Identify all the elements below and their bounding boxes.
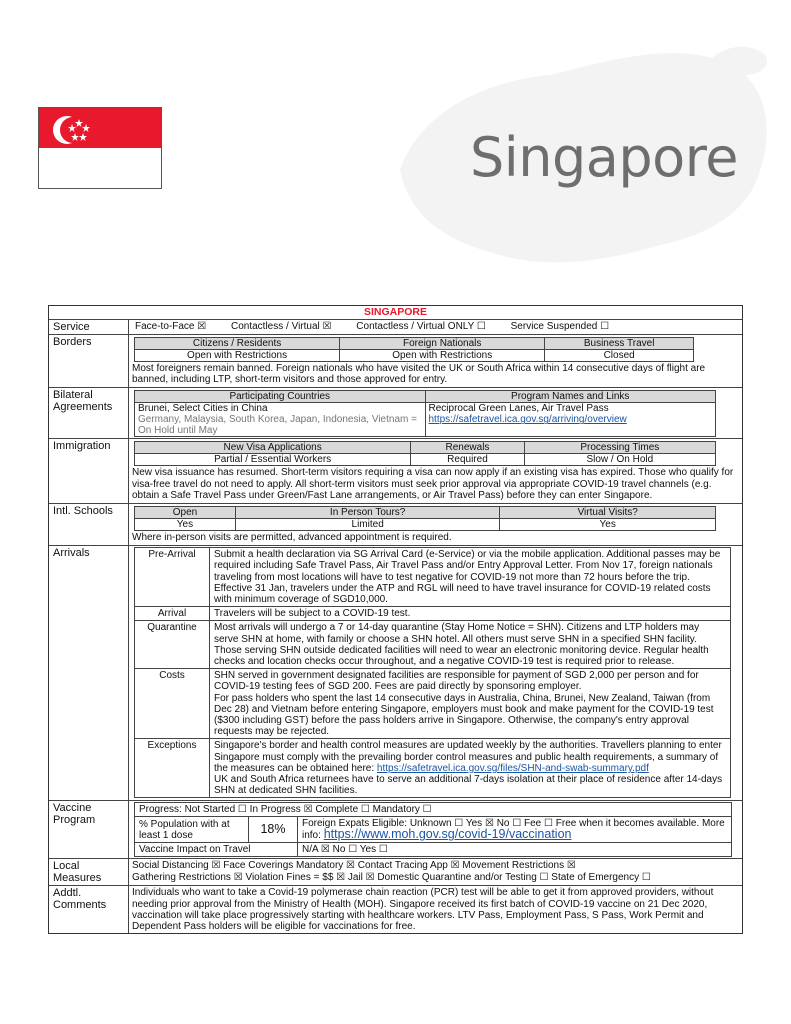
- vaccine-progress: Progress: Not Started ☐ In Progress ☒ Complete ☐ Mandatory ☐: [135, 803, 732, 817]
- crescent-stars-icon: [49, 110, 99, 150]
- vaccine-row: [49, 801, 742, 859]
- immigration-table: [134, 441, 716, 466]
- vaccine-label: Vaccine Program: [49, 801, 129, 858]
- service-label: Service: [49, 320, 129, 334]
- exceptions-link[interactable]: https://safetravel.ica.gov.sg/files/SHN-and-swab-summary.pdf: [376, 762, 649, 774]
- service-option-contactless: Contactless / Virtual ☒: [231, 321, 332, 332]
- bilateral-programs: Reciprocal Green Lanes, Air Travel Pass https://safetravel.ica.gov.sg/arriving/overview: [425, 403, 716, 437]
- borders-note: Most foreigners remain banned. Foreign nationals who have visited the UK or South Africa within 14 consecutive days of flight are banned, including LTP, short-term visitors and those approved for entry.: [132, 363, 706, 386]
- vaccine-population-value: 18%: [249, 817, 298, 843]
- vaccine-impact-value: N/A ☒ No ☐ Yes ☐: [298, 843, 732, 857]
- local-measures-line1: Social Distancing ☒ Face Coverings Mandatory ☒ Contact Tracing App ☒ Movement Restrictions ☒: [132, 860, 576, 872]
- immigration-label: Immigration: [49, 439, 129, 503]
- vaccine-info-link[interactable]: https://www.moh.gov.sg/covid-19/vaccination: [323, 827, 572, 842]
- bilateral-label: Bilateral Agreements: [49, 388, 129, 438]
- immigration-row: [49, 439, 742, 504]
- schools-header-tours: In Person Tours?: [235, 507, 499, 519]
- borders-row: [49, 335, 742, 388]
- schools-value-virtual: Yes: [500, 519, 716, 531]
- arrivals-pre-arrival: Pre-Arrival Submit a health declaration via SG Arrival Card (e-Service) or via the mobile application. Additional passes may be required including Safe Travel Pass, Air Travel Pass and/or Entry Approval Letter. From Nov 17, foreign nationals traveling from most locations will have to test negative for COVID-19 not more than 72 hours before the trip. Effective 31 Jan, travelers under the ATP and RGL will need to have travel insurance for COVID-19 related costs with minimum coverage of SGD10,000.: [134, 547, 731, 607]
- bilateral-header-countries: Participating Countries: [135, 391, 426, 403]
- borders-value-citizens: Open with Restrictions: [135, 350, 340, 362]
- comments-label: Addtl. Comments: [49, 886, 129, 933]
- borders-table: [134, 337, 694, 362]
- immigration-value-renewals: Required: [411, 454, 524, 466]
- vaccine-expats: Foreign Expats Eligible: Unknown ☐ Yes ☒ No ☐ Fee ☐ Free when it becomes available. More info: https://www.moh.gov.sg/covid-19/vaccination: [298, 817, 732, 843]
- arrivals-quarantine: Quarantine Most arrivals will undergo a 7 or 14-day quarantine (Stay Home Notice = SHN). Citizens and LTP holders may serve SHN at home, with family or choose a SHN hotel. All others must serve SHN in a specified SHN facility. Those serving SHN outside dedicated facilities will need to wear an electronic monitoring device. Regular health checks and location checks occur throughout, and a negative COVID-19 test is required prior to release.: [134, 621, 731, 669]
- arrivals-label: Arrivals: [49, 546, 129, 800]
- sheet-title: SINGAPORE: [49, 306, 742, 320]
- schools-header-virtual: Virtual Visits?: [500, 507, 716, 519]
- bilateral-row: [49, 388, 742, 439]
- bilateral-program-link[interactable]: https://safetravel.ica.gov.sg/arriving/overview: [428, 414, 627, 426]
- arrivals-costs: Costs SHN served in government designated facilities are responsible for payment of SGD 2,000 per person and for COVID-19 testing fees of SGD 200. Fees are paid directly by sponsoring employer. For pass holders who spent the last 14 consecutive days in Australia, China, Brunei, New Zealand, Taiwan (from Dec 28) and Vietnam before entering Singapore, employers must book and make payment for the COVID-19 test ($300 including GST) before the pass holders arrive in Singapore. Otherwise, the company's entry approval requests may be rejected.: [134, 669, 731, 739]
- country-info-sheet: [48, 305, 743, 934]
- page-title: Singapore: [470, 126, 738, 189]
- bilateral-table: [134, 390, 716, 437]
- local-measures-line2: Gathering Restrictions ☒ Violation Fines = $$ ☒ Jail ☒ Domestic Quarantine and/or Testing ☐ State of Emergency ☐: [132, 871, 651, 883]
- borders-value-foreign: Open with Restrictions: [340, 350, 545, 362]
- service-row: [49, 320, 742, 335]
- arrivals-exceptions: Exceptions Singapore's border and health control measures are updated weekly by the authorities. Travellers planning to enter Singapore must comply with the prevailing border control measures and public health requirements, a summary of the measures can be obtained here: https://safetravel.ica.gov.sg/files/SHN-and-swab-summary.pdf UK and South Africa returnees have to serve an additional 7-days isolation at their place of residence after 14-days SHN at dedicated SHN facilities.: [134, 739, 731, 798]
- immigration-value-new-visa: Partial / Essential Workers: [135, 454, 411, 466]
- borders-value-business: Closed: [545, 350, 694, 362]
- borders-header-citizens: Citizens / Residents: [135, 338, 340, 350]
- schools-value-open: Yes: [135, 519, 236, 531]
- immigration-header-processing: Processing Times: [524, 442, 715, 454]
- schools-header-open: Open: [135, 507, 236, 519]
- local-measures-label: Local Measures: [49, 859, 129, 885]
- immigration-value-processing: Slow / On Hold: [524, 454, 715, 466]
- borders-header-business: Business Travel: [545, 338, 694, 350]
- immigration-note: New visa issuance has resumed. Short-term visitors requiring a visa can now apply if an existing visa has expired. Those who qualify for visa-free travel do not need to apply. All short-term visitors must seek prior approval via appropriate COVID-19 travel channels (e.g. obtain a Safe Travel Pass under Green/Fast Lane arrangements, or Air Travel Pass) before they can enter Singapore.: [132, 467, 734, 501]
- schools-note: Where in-person visits are permitted, advanced appointment is required.: [132, 532, 452, 544]
- arrivals-arrival: Arrival Travelers will be subject to a COVID-19 test.: [134, 607, 731, 621]
- borders-header-foreign: Foreign Nationals: [340, 338, 545, 350]
- schools-table: [134, 506, 716, 531]
- service-option-suspended: Service Suspended ☐: [510, 321, 610, 332]
- schools-row: [49, 504, 742, 546]
- service-option-virtual-only: Contactless / Virtual ONLY ☐: [356, 321, 486, 332]
- flag-icon: [38, 107, 162, 189]
- arrivals-row: [49, 546, 742, 801]
- bilateral-countries: Brunei, Select Cities in China Germany, Malaysia, South Korea, Japan, Indonesia, Vietnam = On Hold until May: [135, 403, 426, 437]
- comments-row: [49, 886, 742, 933]
- vaccine-population-label: % Population with at least 1 dose: [135, 817, 249, 843]
- schools-value-tours: Limited: [235, 519, 499, 531]
- local-measures-row: [49, 859, 742, 886]
- service-option-face-to-face: Face-to-Face ☒: [135, 321, 207, 332]
- immigration-header-renewals: Renewals: [411, 442, 524, 454]
- comments-text: Individuals who want to take a Covid-19 polymerase chain reaction (PCR) test will be able to get it from approved providers, without needing prior approval from the Ministry of Health (MOH). Singapore received its first batch of COVID-19 vaccine on 21 Dec 2020, vaccination will take place progressively starting with healthcare workers. LTV Pass, Employment Pass, S Pass, Work Permit and Dependent Pass holders will be eligible for vaccinations for free.: [132, 887, 714, 933]
- bilateral-header-programs: Program Names and Links: [425, 391, 716, 403]
- vaccine-impact-label: Vaccine Impact on Travel: [135, 843, 298, 857]
- borders-label: Borders: [49, 335, 129, 387]
- immigration-header-new-visa: New Visa Applications: [135, 442, 411, 454]
- vaccine-table: [134, 802, 732, 857]
- schools-label: Intl. Schools: [49, 504, 129, 545]
